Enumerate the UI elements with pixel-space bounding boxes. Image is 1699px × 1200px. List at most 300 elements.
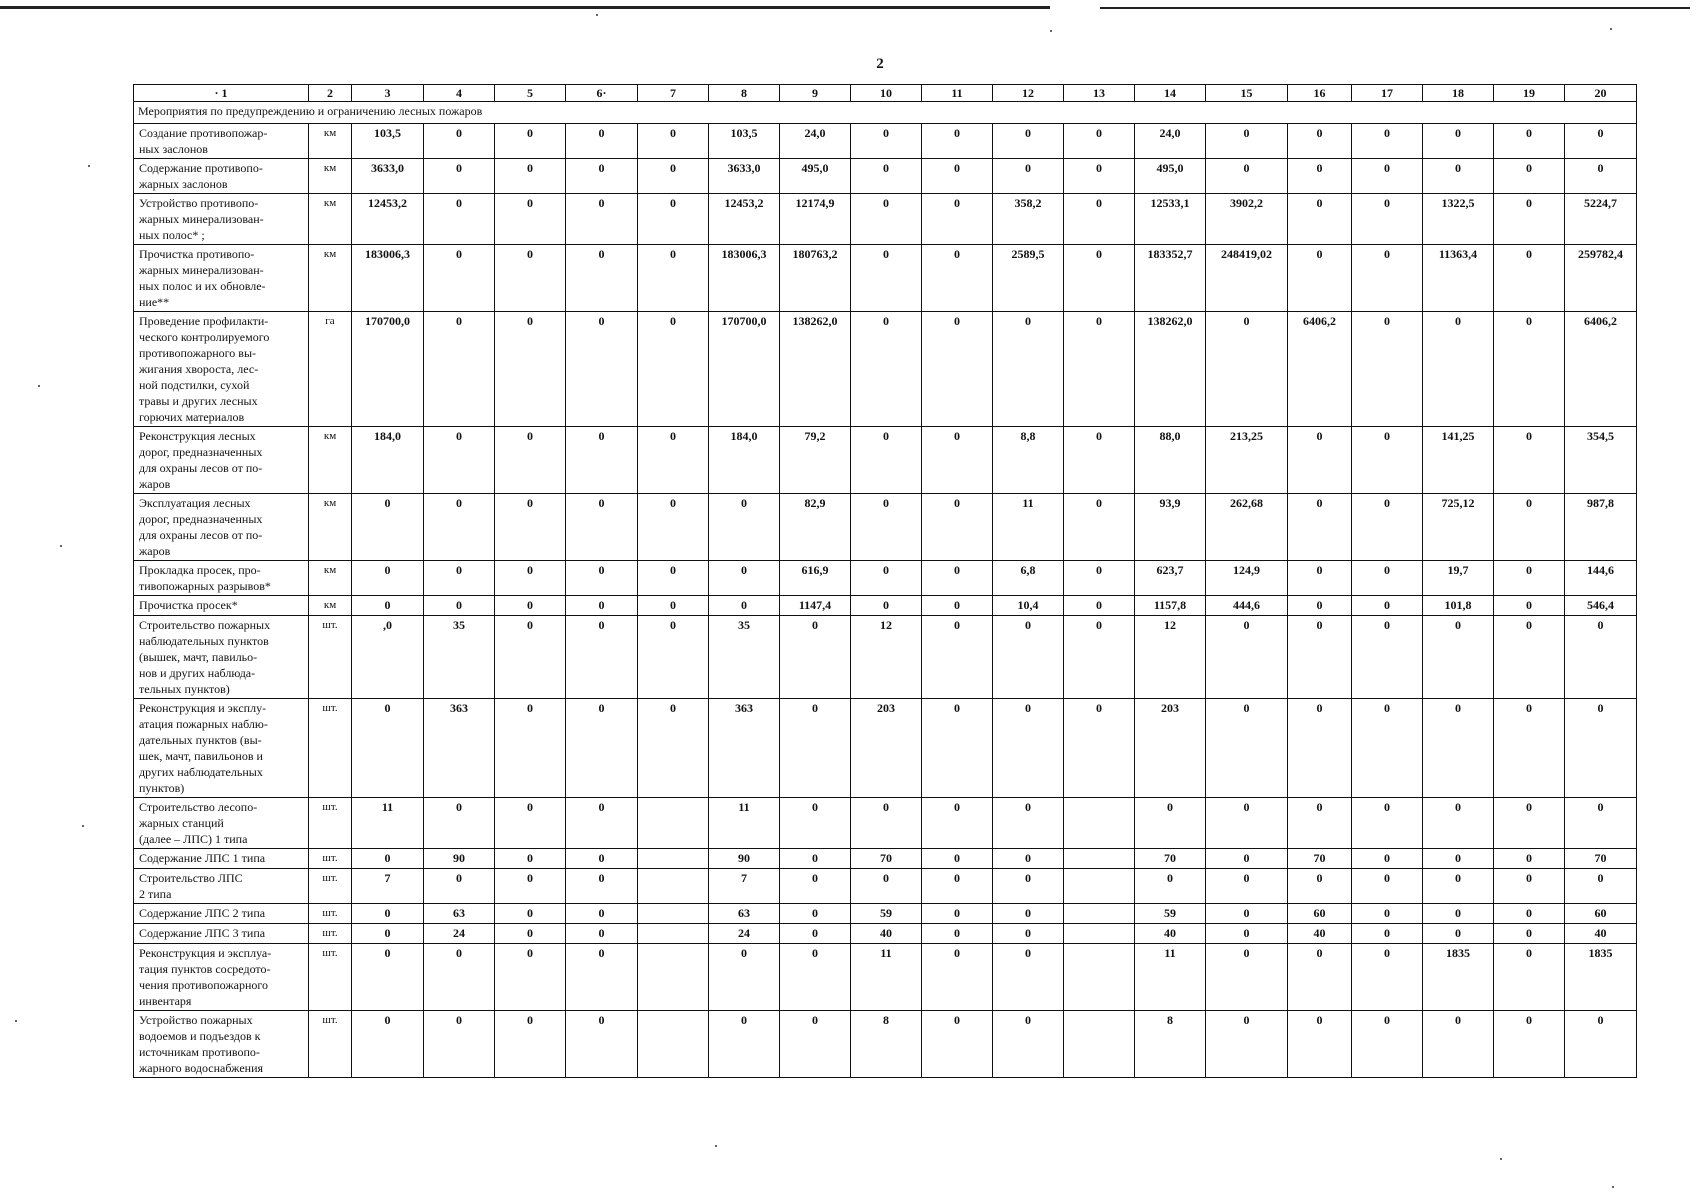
value-cell: 101,8 [1423, 596, 1494, 616]
table-row [134, 427, 1637, 494]
unit-cell: шт. [309, 849, 352, 869]
table-row [134, 124, 1637, 159]
value-cell: 0 [1352, 596, 1423, 616]
scan-speck [38, 385, 40, 387]
value-cell: 0 [1494, 904, 1565, 924]
value-cell: 0 [922, 1011, 993, 1078]
value-cell: 59 [851, 904, 922, 924]
value-cell: 0 [495, 427, 566, 494]
value-cell: 0 [1423, 699, 1494, 798]
value-cell: 0 [1423, 124, 1494, 159]
value-cell: 0 [993, 944, 1064, 1011]
value-cell: 0 [1206, 849, 1288, 869]
value-cell: 0 [922, 561, 993, 596]
value-cell: 0 [1352, 904, 1423, 924]
value-cell: 0 [993, 924, 1064, 944]
unit-cell: км [309, 159, 352, 194]
value-cell: 0 [424, 869, 495, 904]
unit-cell: га [309, 312, 352, 427]
value-cell: 12453,2 [709, 194, 780, 245]
value-cell: 546,4 [1565, 596, 1637, 616]
scan-speck [596, 14, 598, 16]
value-cell: 0 [993, 312, 1064, 427]
column-number: 10 [851, 85, 922, 102]
value-cell [638, 849, 709, 869]
value-cell: 0 [993, 1011, 1064, 1078]
column-number: 3 [352, 85, 424, 102]
value-cell: 0 [495, 849, 566, 869]
value-cell: 12453,2 [352, 194, 424, 245]
value-cell: 0 [922, 944, 993, 1011]
value-cell: 0 [993, 849, 1064, 869]
value-cell: 0 [1494, 124, 1565, 159]
value-cell: 0 [922, 427, 993, 494]
value-cell: 0 [352, 561, 424, 596]
value-cell: 616,9 [780, 561, 851, 596]
column-number: 7 [638, 85, 709, 102]
value-cell: 63 [709, 904, 780, 924]
value-cell: 0 [566, 1011, 638, 1078]
value-cell: 5224,7 [1565, 194, 1637, 245]
value-cell: 0 [1064, 596, 1135, 616]
value-cell: 6406,2 [1288, 312, 1352, 427]
table-row [134, 561, 1637, 596]
value-cell: 0 [851, 245, 922, 312]
value-cell: 0 [1494, 561, 1565, 596]
value-cell: 93,9 [1135, 494, 1206, 561]
value-cell: 124,9 [1206, 561, 1288, 596]
value-cell: 213,25 [1206, 427, 1288, 494]
value-cell: 0 [1288, 245, 1352, 312]
value-cell: 40 [1288, 924, 1352, 944]
activity-name: Реконструкция и эксплу- атация пожарных наблю- дательных пунктов (вы- шек, мачт, павильонов и других наблюдательных пунктов) [134, 699, 309, 798]
value-cell: 0 [638, 427, 709, 494]
value-cell: 0 [1288, 561, 1352, 596]
value-cell: 0 [1206, 798, 1288, 849]
value-cell: 24 [424, 924, 495, 944]
activity-name: Эксплуатация лесных дорог, предназначенных для охраны лесов от по- жаров [134, 494, 309, 561]
value-cell: 0 [638, 312, 709, 427]
value-cell: 12 [851, 616, 922, 699]
value-cell: 0 [638, 124, 709, 159]
value-cell: 0 [1352, 798, 1423, 849]
activity-name: Прочистка противопо- жарных минерализован- ных полос и их обновле- ние** [134, 245, 309, 312]
value-cell: 70 [1135, 849, 1206, 869]
value-cell: 0 [993, 124, 1064, 159]
value-cell: 0 [1352, 159, 1423, 194]
activity-name: Содержание противопо- жарных заслонов [134, 159, 309, 194]
column-number: 9 [780, 85, 851, 102]
value-cell: 6406,2 [1565, 312, 1637, 427]
value-cell: 6,8 [993, 561, 1064, 596]
value-cell: 0 [851, 561, 922, 596]
column-number-row [134, 85, 1637, 102]
value-cell: 0 [1288, 194, 1352, 245]
section-row [134, 102, 1637, 124]
value-cell: 183352,7 [1135, 245, 1206, 312]
value-cell: 0 [1494, 869, 1565, 904]
value-cell: 0 [1494, 616, 1565, 699]
value-cell: 0 [1206, 159, 1288, 194]
value-cell: 0 [922, 312, 993, 427]
value-cell: 8,8 [993, 427, 1064, 494]
value-cell: 1322,5 [1423, 194, 1494, 245]
table-row [134, 904, 1637, 924]
activity-name: Создание противопожар- ных заслонов [134, 124, 309, 159]
value-cell: 79,2 [780, 427, 851, 494]
value-cell: 0 [1352, 124, 1423, 159]
value-cell: 0 [1352, 616, 1423, 699]
value-cell: 0 [922, 849, 993, 869]
column-number: 20 [1565, 85, 1637, 102]
table-row [134, 849, 1637, 869]
value-cell: 183006,3 [709, 245, 780, 312]
value-cell: 0 [638, 616, 709, 699]
value-cell: 0 [424, 194, 495, 245]
value-cell: 11363,4 [1423, 245, 1494, 312]
activity-name: Прочистка просек* [134, 596, 309, 616]
value-cell: 0 [1352, 699, 1423, 798]
value-cell: 2589,5 [993, 245, 1064, 312]
value-cell: 3633,0 [352, 159, 424, 194]
value-cell: 60 [1565, 904, 1637, 924]
value-cell: 0 [495, 596, 566, 616]
value-cell [1064, 944, 1135, 1011]
activity-name: Прокладка просек, про- тивопожарных разрывов* [134, 561, 309, 596]
column-number: 18 [1423, 85, 1494, 102]
value-cell: 35 [709, 616, 780, 699]
value-cell: 0 [638, 245, 709, 312]
value-cell: 0 [424, 124, 495, 159]
value-cell: 1835 [1423, 944, 1494, 1011]
value-cell: 0 [1064, 159, 1135, 194]
value-cell: 11 [709, 798, 780, 849]
activity-name: Содержание ЛПС 1 типа [134, 849, 309, 869]
scan-speck [715, 1145, 717, 1147]
value-cell: 0 [1206, 924, 1288, 944]
value-cell: 0 [1494, 1011, 1565, 1078]
activity-name: Содержание ЛПС 2 типа [134, 904, 309, 924]
unit-cell: шт. [309, 1011, 352, 1078]
value-cell: 0 [1423, 312, 1494, 427]
column-number: 8 [709, 85, 780, 102]
value-cell: 0 [495, 194, 566, 245]
value-cell: 0 [1352, 869, 1423, 904]
value-cell: 0 [851, 596, 922, 616]
table-row [134, 699, 1637, 798]
value-cell: 0 [1206, 124, 1288, 159]
value-cell: 170700,0 [352, 312, 424, 427]
value-cell: 180763,2 [780, 245, 851, 312]
scan-speck [15, 1020, 17, 1022]
scan-speck [60, 545, 62, 547]
value-cell: 12533,1 [1135, 194, 1206, 245]
value-cell: 0 [495, 494, 566, 561]
value-cell: 0 [851, 869, 922, 904]
value-cell: 0 [1135, 869, 1206, 904]
value-cell: 0 [638, 159, 709, 194]
value-cell: 0 [1288, 159, 1352, 194]
value-cell: 10,4 [993, 596, 1064, 616]
column-number: 12 [993, 85, 1064, 102]
value-cell: 0 [993, 699, 1064, 798]
value-cell: 0 [1288, 427, 1352, 494]
value-cell: 90 [424, 849, 495, 869]
value-cell: 0 [1206, 312, 1288, 427]
value-cell: 0 [1206, 616, 1288, 699]
value-cell: 0 [566, 494, 638, 561]
value-cell: 0 [1288, 869, 1352, 904]
value-cell: 0 [638, 194, 709, 245]
value-cell: 0 [566, 924, 638, 944]
value-cell: 0 [1494, 312, 1565, 427]
value-cell: 0 [1064, 124, 1135, 159]
value-cell: 725,12 [1423, 494, 1494, 561]
value-cell [638, 924, 709, 944]
value-cell: 3633,0 [709, 159, 780, 194]
value-cell: 0 [1494, 194, 1565, 245]
value-cell: 354,5 [1565, 427, 1637, 494]
value-cell: 0 [1423, 904, 1494, 924]
value-cell: 0 [709, 1011, 780, 1078]
column-number: 4 [424, 85, 495, 102]
scan-speck [1610, 28, 1612, 30]
value-cell [638, 1011, 709, 1078]
value-cell: 0 [922, 699, 993, 798]
value-cell: 0 [709, 561, 780, 596]
value-cell: 0 [638, 561, 709, 596]
value-cell: 0 [566, 427, 638, 494]
value-cell: 0 [780, 924, 851, 944]
value-cell: 0 [638, 699, 709, 798]
value-cell: 0 [851, 427, 922, 494]
value-cell: 0 [851, 312, 922, 427]
unit-cell: км [309, 194, 352, 245]
value-cell: 63 [424, 904, 495, 924]
value-cell: 0 [1565, 798, 1637, 849]
value-cell: 1835 [1565, 944, 1637, 1011]
value-cell: 0 [1423, 849, 1494, 869]
value-cell: 11 [993, 494, 1064, 561]
value-cell: 0 [780, 944, 851, 1011]
value-cell: 0 [495, 312, 566, 427]
unit-cell: шт. [309, 869, 352, 904]
value-cell: 0 [922, 798, 993, 849]
value-cell: 363 [424, 699, 495, 798]
value-cell: 0 [1494, 849, 1565, 869]
value-cell [638, 798, 709, 849]
value-cell: 12174,9 [780, 194, 851, 245]
value-cell: 11 [851, 944, 922, 1011]
value-cell: 184,0 [709, 427, 780, 494]
value-cell: 0 [922, 869, 993, 904]
value-cell: 0 [1206, 904, 1288, 924]
value-cell: 0 [566, 798, 638, 849]
value-cell: 0 [1288, 1011, 1352, 1078]
value-cell: 0 [1206, 869, 1288, 904]
value-cell: 0 [1064, 194, 1135, 245]
value-cell: 184,0 [352, 427, 424, 494]
value-cell: 59 [1135, 904, 1206, 924]
value-cell: 1147,4 [780, 596, 851, 616]
value-cell: 0 [993, 159, 1064, 194]
value-cell: 0 [495, 904, 566, 924]
value-cell: 0 [1565, 159, 1637, 194]
value-cell: 0 [1352, 1011, 1423, 1078]
value-cell: 8 [1135, 1011, 1206, 1078]
value-cell: 0 [1288, 699, 1352, 798]
value-cell: 0 [495, 124, 566, 159]
value-cell: 0 [1064, 427, 1135, 494]
value-cell: 0 [1352, 924, 1423, 944]
table-row [134, 159, 1637, 194]
value-cell: 0 [424, 427, 495, 494]
unit-cell: км [309, 245, 352, 312]
value-cell: 0 [1423, 159, 1494, 194]
table-row [134, 494, 1637, 561]
value-cell: 24 [709, 924, 780, 944]
value-cell: 0 [851, 159, 922, 194]
value-cell: 0 [922, 245, 993, 312]
value-cell: 0 [780, 1011, 851, 1078]
value-cell: 0 [1423, 869, 1494, 904]
value-cell: 0 [566, 194, 638, 245]
value-cell: 0 [1494, 596, 1565, 616]
value-cell: 0 [922, 904, 993, 924]
value-cell: 0 [352, 904, 424, 924]
scan-speck [1612, 1186, 1614, 1188]
value-cell: 0 [352, 699, 424, 798]
column-number: · 1 [134, 85, 309, 102]
value-cell: 103,5 [352, 124, 424, 159]
value-cell: 7 [352, 869, 424, 904]
value-cell: 0 [352, 924, 424, 944]
scan-edge-top-left [0, 6, 1050, 9]
value-cell: 141,25 [1423, 427, 1494, 494]
value-cell: 0 [566, 124, 638, 159]
value-cell: 19,7 [1423, 561, 1494, 596]
value-cell: 0 [1288, 494, 1352, 561]
value-cell: 0 [1423, 1011, 1494, 1078]
value-cell: 70 [1565, 849, 1637, 869]
column-number: 19 [1494, 85, 1565, 102]
value-cell: 0 [1494, 245, 1565, 312]
value-cell: 40 [1135, 924, 1206, 944]
value-cell: 0 [1352, 494, 1423, 561]
value-cell: 0 [1352, 245, 1423, 312]
value-cell: 0 [1064, 245, 1135, 312]
value-cell: 0 [1352, 944, 1423, 1011]
value-cell: 0 [352, 944, 424, 1011]
value-cell: 60 [1288, 904, 1352, 924]
value-cell: 183006,3 [352, 245, 424, 312]
value-cell: 0 [922, 159, 993, 194]
table-row [134, 944, 1637, 1011]
value-cell: 203 [851, 699, 922, 798]
value-cell: 259782,4 [1565, 245, 1637, 312]
value-cell: 0 [566, 159, 638, 194]
value-cell: 0 [638, 596, 709, 616]
value-cell [638, 944, 709, 1011]
value-cell: 0 [566, 849, 638, 869]
value-cell: 0 [1423, 616, 1494, 699]
value-cell: 0 [1494, 944, 1565, 1011]
value-cell: 0 [1423, 924, 1494, 944]
column-number: 16 [1288, 85, 1352, 102]
activity-name: Реконструкция лесных дорог, предназначенных для охраны лесов от по- жаров [134, 427, 309, 494]
value-cell: 0 [993, 869, 1064, 904]
table-row [134, 616, 1637, 699]
column-number: 11 [922, 85, 993, 102]
value-cell: 0 [424, 245, 495, 312]
value-cell: ,0 [352, 616, 424, 699]
value-cell: 0 [922, 494, 993, 561]
value-cell [1064, 849, 1135, 869]
value-cell: 0 [424, 944, 495, 1011]
value-cell: 0 [993, 798, 1064, 849]
value-cell: 0 [1494, 699, 1565, 798]
value-cell: 0 [922, 616, 993, 699]
value-cell: 0 [1352, 312, 1423, 427]
value-cell: 11 [1135, 944, 1206, 1011]
value-cell: 24,0 [1135, 124, 1206, 159]
value-cell: 0 [566, 699, 638, 798]
value-cell: 0 [1288, 596, 1352, 616]
value-cell: 0 [352, 1011, 424, 1078]
value-cell: 11 [352, 798, 424, 849]
unit-cell: км [309, 494, 352, 561]
table-row [134, 312, 1637, 427]
value-cell: 0 [709, 494, 780, 561]
column-number: 2 [309, 85, 352, 102]
value-cell: 0 [1288, 798, 1352, 849]
activity-name: Реконструкция и эксплуа- тация пунктов сосредото- чения противопожарного инвентаря [134, 944, 309, 1011]
value-cell: 0 [1423, 798, 1494, 849]
value-cell: 138262,0 [1135, 312, 1206, 427]
value-cell [1064, 1011, 1135, 1078]
value-cell: 12 [1135, 616, 1206, 699]
value-cell: 495,0 [780, 159, 851, 194]
value-cell: 0 [1206, 944, 1288, 1011]
value-cell: 0 [566, 245, 638, 312]
activity-name: Устройство пожарных водоемов и подъездов к источникам противопо- жарного водоснабжения [134, 1011, 309, 1078]
value-cell: 0 [1288, 944, 1352, 1011]
page-number: 2 [876, 56, 884, 72]
column-number: 14 [1135, 85, 1206, 102]
value-cell: 0 [1064, 616, 1135, 699]
value-cell: 444,6 [1206, 596, 1288, 616]
value-cell: 40 [1565, 924, 1637, 944]
value-cell [1064, 798, 1135, 849]
table-row [134, 194, 1637, 245]
unit-cell: шт. [309, 616, 352, 699]
value-cell: 0 [352, 849, 424, 869]
value-cell: 0 [638, 494, 709, 561]
value-cell: 0 [495, 616, 566, 699]
value-cell: 0 [922, 194, 993, 245]
value-cell: 0 [566, 944, 638, 1011]
unit-cell: км [309, 596, 352, 616]
value-cell: 0 [495, 798, 566, 849]
column-number: 5 [495, 85, 566, 102]
unit-cell: км [309, 124, 352, 159]
scan-speck [1050, 30, 1052, 32]
scan-speck [82, 825, 84, 827]
activity-name: Строительство пожарных наблюдательных пунктов (вышек, мачт, павильо- нов и других наблюда- тельных пунктов) [134, 616, 309, 699]
section-title: Мероприятия по предупреждению и ограничению лесных пожаров [134, 102, 1637, 124]
value-cell: 0 [780, 869, 851, 904]
activity-name: Содержание ЛПС 3 типа [134, 924, 309, 944]
